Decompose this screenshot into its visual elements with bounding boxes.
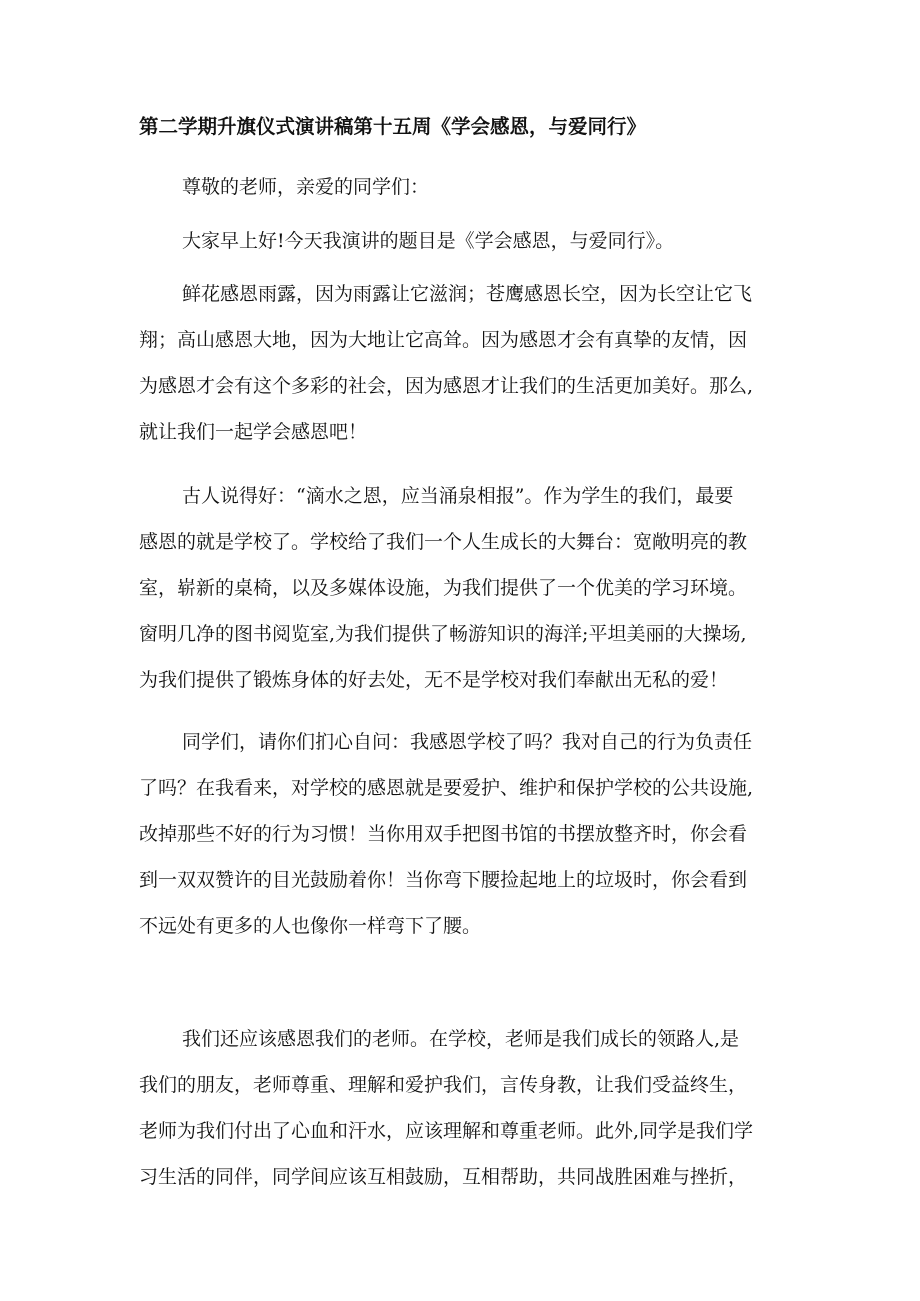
paragraph-line: 我们还应该感恩我们的老师。在学校，老师是我们成长的领路人,是: [182, 1028, 740, 1050]
paragraph-line: 感恩的就是学校了。学校给了我们一个人生成长的大舞台：宽敞明亮的教: [139, 531, 748, 553]
paragraph-line: 老师为我们付出了心血和汗水，应该理解和尊重老师。此外,同学是我们学: [139, 1120, 754, 1142]
paragraph-line: 了吗？在我看来，对学校的感恩就是要爱护、维护和保护学校的公共设施,: [139, 777, 754, 799]
salutation-line: 尊敬的老师，亲爱的同学们：: [182, 176, 430, 198]
paragraph-line: 改掉那些不好的行为习惯！当你用双手把图书馆的书摆放整齐时，你会看: [139, 823, 748, 845]
paragraph-line: 就让我们一起学会感恩吧！: [139, 421, 368, 443]
paragraph-line: 习生活的同伴，同学间应该互相鼓励，互相帮助，共同战胜困难与挫折，: [139, 1166, 748, 1188]
paragraph-line: 为我们提供了锻炼身体的好去处，无不是学校对我们奉献出无私的爱！: [139, 669, 729, 691]
paragraph-1: [139, 218, 799, 264]
paragraph-3: [139, 473, 799, 703]
paragraph-5: [139, 1016, 799, 1200]
paragraph-line: 同学们，请你们扪心自问：我感恩学校了吗？我对自己的行为负责任: [182, 731, 753, 753]
paragraph-line: 到一双双赞许的目光鼓励着你！当你弯下腰捡起地上的垃圾时，你会看到: [139, 869, 748, 891]
document-title: 第二学期升旗仪式演讲稿第十五周《学会感恩，与爱同行》: [139, 115, 647, 138]
paragraph-line: 翔；高山感恩大地，因为大地让它高耸。因为感恩才会有真挚的友情，因: [139, 329, 748, 351]
paragraph-line: 大家早上好!今天我演讲的题目是《学会感恩，与爱同行》。: [182, 230, 675, 252]
paragraph-line: 鲜花感恩雨露，因为雨露让它滋润；苍鹰感恩长空，因为长空让它飞: [182, 283, 753, 305]
paragraph-line: 为感恩才会有这个多彩的社会，因为感恩才让我们的生活更加美好。那么,: [139, 375, 754, 397]
paragraph-line: 不远处有更多的人也像你一样弯下了腰。: [139, 915, 482, 937]
paragraph-line: 我们的朋友，老师尊重、理解和爱护我们，言传身教，让我们受益终生，: [139, 1074, 748, 1096]
salutation: [139, 164, 799, 210]
paragraph-line: 窗明几净的图书阅览室,为我们提供了畅游知识的海洋;平坦美丽的大操场,: [139, 623, 747, 645]
paragraph-4: [139, 719, 799, 949]
paragraph-line: 室，崭新的桌椅，以及多媒体设施，为我们提供了一个优美的学习环境。: [139, 577, 748, 599]
paragraph-line: 古人说得好：“滴水之恩，应当涌泉相报”。作为学生的我们，最要: [182, 485, 734, 507]
paragraph-2: [139, 271, 799, 455]
